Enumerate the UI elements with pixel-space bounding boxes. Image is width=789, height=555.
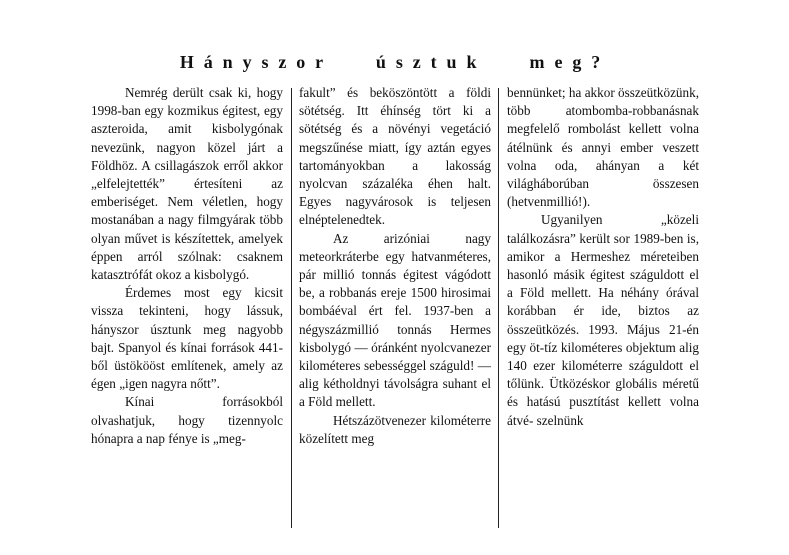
paragraph: Ugyanilyen „közeli találkozásra” került sor 1989-ben is, amikor a Hermeshez méreteiben hasonló másik égitest száguldott el a Föld mellett. Ha néhány órával korábban ér ide, biztos az összeütközés. 1993. Május 21-én egy öt-tíz kilométeres objektum alig 140 ezer kilométerre száguldott el tőlünk. Ütközéskor globális méretű és hatású pusztítást kellett volna átvé- szelnünk bbox=[507, 212, 699, 428]
article-column-2 bbox=[299, 84, 491, 448]
column-divider bbox=[291, 88, 292, 528]
paragraph: Hétszázötvenezer kilométerre közelített meg bbox=[299, 412, 491, 446]
paragraph: Kínai forrásokból olvashatjuk, hogy tizennyolc hónapra a nap fénye is „meg- bbox=[91, 394, 283, 446]
paragraph: Az arizóniai nagy meteorkráterbe egy hatvanméteres, pár millió tonnás égitest vágódott be, a robbanás ereje 1500 hirosimai bombáéval ért fel. 1937-ben a négyszázmillió tonnás Hermes kisbolygó — óránként nyolcvanezer kilométeres sebességgel száguld! — alig kétholdnyi távolságra suhant el a Föld mellett. bbox=[299, 230, 491, 410]
column-divider bbox=[498, 88, 499, 528]
article-title: Hányszor úsztuk meg? bbox=[179, 52, 611, 72]
paragraph: Érdemes most egy kicsit vissza tekinteni, hogy lássuk, hányszor úsztunk meg nagyobb bajt. Spanyol és kínai források 441-ből üstökööst említenek, amely az égen „igen nagyra nőtt”. bbox=[91, 285, 283, 392]
paragraph: fakult” és beköszöntött a földi sötétség. Itt éhínség tört ki a sötétség és a növényi vegetáció megszűnése miatt, így aztán egyes tartományokban a lakosság nyolcvan százaléka éhen halt. Egyes nagyvárosok is teljesen elnéptelenedtek. bbox=[299, 85, 491, 228]
paragraph: Nemrég derült csak ki, hogy 1998-ban egy kozmikus égitest, egy aszteroida, amit kisbolygónak nevezünk, nagyon közel járt a Földhöz. A csillagászok erről akkor „elfelejtették” értesíteni az emberiséget. Nem véletlen, hogy mostanában a nagy filmgyárak több olyan művet is készítettek, amelyek éppen arról szólnak: csaknem katasztrófát okoz a kisbolygó. bbox=[91, 85, 283, 283]
article-column-1 bbox=[91, 84, 283, 448]
paragraph: bennünket; ha akkor összeütközünk, több atombomba-robbanásnak megfelelő rombolást kellett volna átélnünk és annyi ember veszett volna oda, ahányan a két világháborúban összesen (hetvenmillió!). bbox=[507, 85, 699, 210]
article-column-3 bbox=[507, 84, 699, 430]
